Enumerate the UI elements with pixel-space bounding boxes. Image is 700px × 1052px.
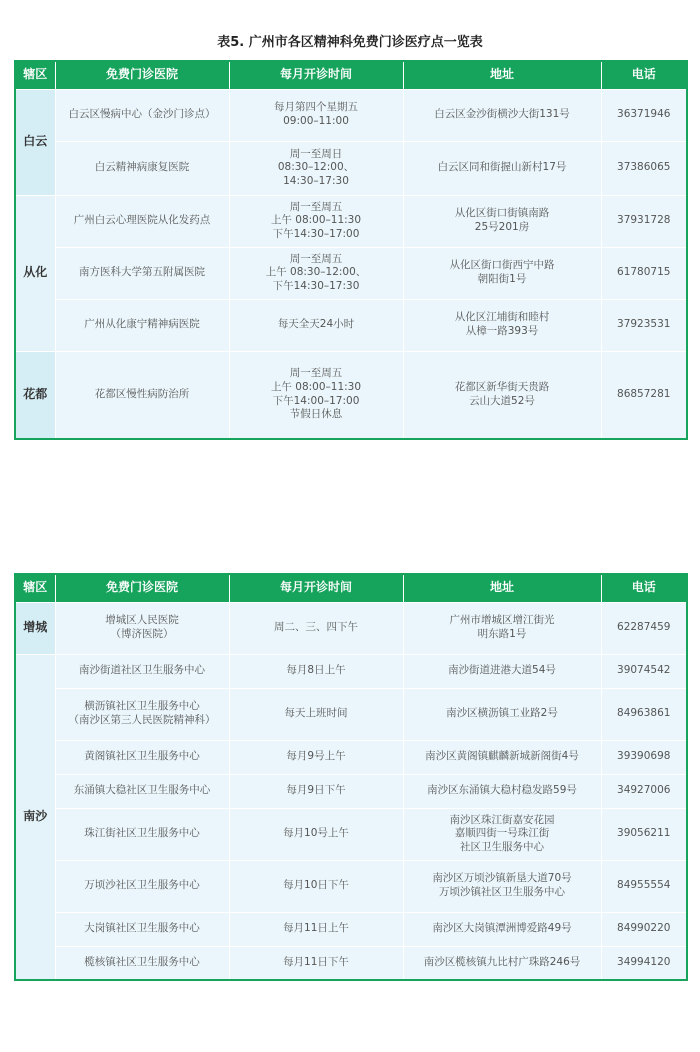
time-cell: 每月11日上午 (229, 912, 403, 946)
address-cell: 南沙区横沥镇工业路2号 (403, 688, 601, 740)
header-phone: 电话 (601, 61, 687, 89)
clinic-table-2 (14, 573, 688, 981)
address-cell: 从化区江埔街和睦村 从樟一路393号 (403, 299, 601, 351)
table-row (15, 247, 687, 299)
hospital-cell: 南沙街道社区卫生服务中心 (55, 654, 229, 688)
table-row (15, 912, 687, 946)
hospital-cell: 珠江街社区卫生服务中心 (55, 808, 229, 860)
table-row (15, 774, 687, 808)
phone-cell: 84963861 (601, 688, 687, 740)
time-cell: 每月10号上午 (229, 808, 403, 860)
table-header-row (15, 61, 687, 89)
hospital-cell: 东涌镇大稳社区卫生服务中心 (55, 774, 229, 808)
hospital-cell: 万顷沙社区卫生服务中心 (55, 860, 229, 912)
phone-cell: 34994120 (601, 946, 687, 980)
hospital-cell: 榄核镇社区卫生服务中心 (55, 946, 229, 980)
time-cell: 周一至周五 上午 08:00–11:30 下午14:30–17:00 (229, 195, 403, 247)
phone-cell: 39056211 (601, 808, 687, 860)
address-cell: 从化区街口街镇南路 25号201房 (403, 195, 601, 247)
header-region: 辖区 (15, 61, 55, 89)
address-cell: 南沙区榄核镇九比村广珠路246号 (403, 946, 601, 980)
phone-cell: 62287459 (601, 602, 687, 654)
hospital-cell: 白云区慢病中心（金沙门诊点） (55, 89, 229, 141)
region-cell: 增城 (15, 602, 55, 654)
time-cell: 周一至周五 上午 08:00–11:30 下午14:00–17:00 节假日休息 (229, 351, 403, 439)
region-cell: 南沙 (15, 654, 55, 980)
time-cell: 每天上班时间 (229, 688, 403, 740)
hospital-cell: 大岗镇社区卫生服务中心 (55, 912, 229, 946)
hospital-cell: 增城区人民医院 （博济医院） (55, 602, 229, 654)
table-row (15, 299, 687, 351)
time-cell: 周一至周日 08:30–12:00、 14:30–17:30 (229, 141, 403, 195)
time-cell: 每月10日下午 (229, 860, 403, 912)
address-cell: 南沙区珠江街嘉安花园 嘉顺四街一号珠江街 社区卫生服务中心 (403, 808, 601, 860)
address-cell: 南沙区大岗镇潭洲博爱路49号 (403, 912, 601, 946)
hospital-cell: 横沥镇社区卫生服务中心 （南沙区第三人民医院精神科） (55, 688, 229, 740)
table-row (15, 946, 687, 980)
hospital-cell: 广州从化康宁精神病医院 (55, 299, 229, 351)
header-address: 地址 (403, 574, 601, 602)
header-time: 每月开诊时间 (229, 574, 403, 602)
address-cell: 南沙区东涌镇大稳村稳发路59号 (403, 774, 601, 808)
phone-cell: 36371946 (601, 89, 687, 141)
hospital-cell: 广州白云心理医院从化发药点 (55, 195, 229, 247)
time-cell: 每月8日上午 (229, 654, 403, 688)
header-hospital: 免费门诊医院 (55, 574, 229, 602)
clinic-table-1 (14, 60, 688, 440)
address-cell: 广州市增城区增江街光 明东路1号 (403, 602, 601, 654)
address-cell: 南沙区万顷沙镇新垦大道70号 万顷沙镇社区卫生服务中心 (403, 860, 601, 912)
hospital-cell: 花都区慢性病防治所 (55, 351, 229, 439)
table-row (15, 654, 687, 688)
phone-cell: 39390698 (601, 740, 687, 774)
table-row (15, 688, 687, 740)
time-cell: 每月9日下午 (229, 774, 403, 808)
address-cell: 南沙区黄阁镇麒麟新城新阁街4号 (403, 740, 601, 774)
address-cell: 白云区金沙街横沙大街131号 (403, 89, 601, 141)
address-cell: 从化区街口街西宁中路 朝阳街1号 (403, 247, 601, 299)
table-row (15, 351, 687, 439)
address-cell: 白云区同和街握山新村17号 (403, 141, 601, 195)
phone-cell: 34927006 (601, 774, 687, 808)
header-phone: 电话 (601, 574, 687, 602)
table-row (15, 602, 687, 654)
time-cell: 每月11日下午 (229, 946, 403, 980)
region-cell: 花都 (15, 351, 55, 439)
document-title: 表5. 广州市各区精神科免费门诊医疗点一览表 (217, 35, 483, 50)
table-row (15, 195, 687, 247)
phone-cell: 39074542 (601, 654, 687, 688)
table-row (15, 141, 687, 195)
time-cell: 每天全天24小时 (229, 299, 403, 351)
table-row (15, 89, 687, 141)
header-region: 辖区 (15, 574, 55, 602)
header-address: 地址 (403, 61, 601, 89)
table-row (15, 808, 687, 860)
region-cell: 从化 (15, 195, 55, 351)
hospital-cell: 黄阁镇社区卫生服务中心 (55, 740, 229, 774)
phone-cell: 37923531 (601, 299, 687, 351)
phone-cell: 61780715 (601, 247, 687, 299)
phone-cell: 86857281 (601, 351, 687, 439)
hospital-cell: 白云精神病康复医院 (55, 141, 229, 195)
time-cell: 每月9号上午 (229, 740, 403, 774)
region-cell: 白云 (15, 89, 55, 195)
time-cell: 周二、三、四下午 (229, 602, 403, 654)
header-time: 每月开诊时间 (229, 61, 403, 89)
phone-cell: 84990220 (601, 912, 687, 946)
time-cell: 每月第四个星期五 09:00–11:00 (229, 89, 403, 141)
address-cell: 南沙街道进港大道54号 (403, 654, 601, 688)
address-cell: 花都区新华街天贵路 云山大道52号 (403, 351, 601, 439)
phone-cell: 84955554 (601, 860, 687, 912)
phone-cell: 37386065 (601, 141, 687, 195)
time-cell: 周一至周五 上午 08:30–12:00、 下午14:30–17:30 (229, 247, 403, 299)
phone-cell: 37931728 (601, 195, 687, 247)
table-header-row (15, 574, 687, 602)
table-row (15, 740, 687, 774)
header-hospital: 免费门诊医院 (55, 61, 229, 89)
hospital-cell: 南方医科大学第五附属医院 (55, 247, 229, 299)
table-row (15, 860, 687, 912)
